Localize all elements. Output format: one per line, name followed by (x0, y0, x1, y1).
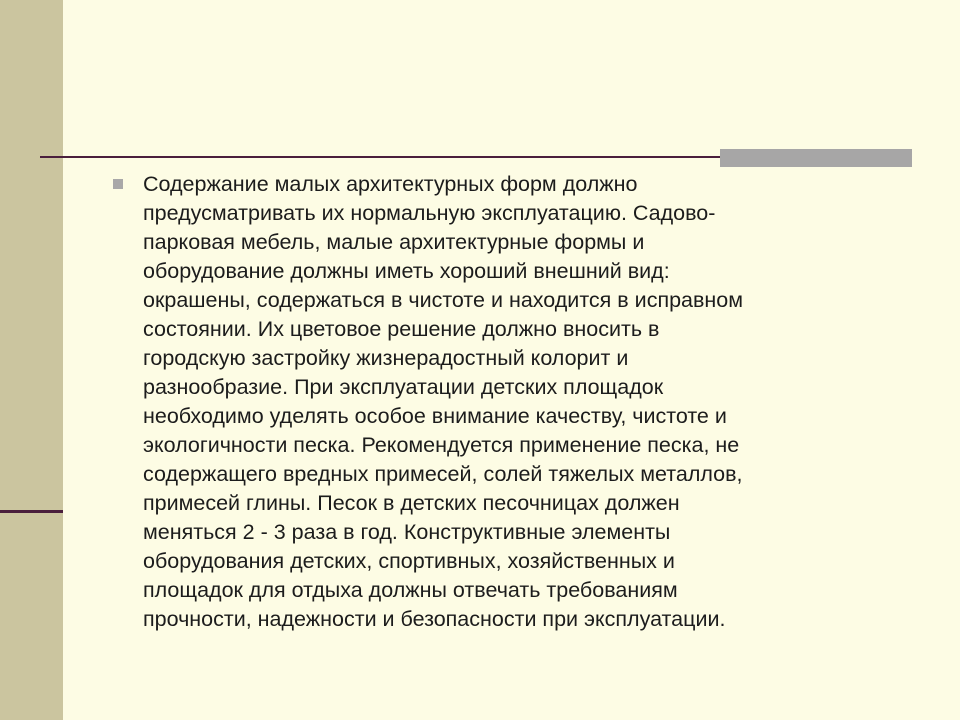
slide-body-text: Содержание малых архитектурных форм должно предусматривать их нормальную эксплуатацию. Садово- парковая мебель, малые архитектурные формы и оборудование должны иметь хороший внешний вид: окрашены, содержаться в чистоте и находится в исправном состоянии. Их цветовое решение должно вносить в городскую застройку жизнерадостный колорит и разнообразие. При эксплуатации детских площадок необходимо уделять особое внимание качеству, чистоте и экологичности песка. Рекомендуется применение песка, не содержащего вредных примесей, солей тяжелых металлов, примесей глины. Песок в детских песочницах должен меняться 2 - 3 раза в год. Конструктивные элементы оборудования детских, спортивных, хозяйственных и площадок для отдыха должны отвечать требованиям прочности, надежности и безопасности при эксплуатации. (143, 172, 744, 631)
left-band-divider (0, 510, 63, 513)
accent-bar (720, 149, 912, 167)
left-decorative-band (0, 0, 63, 720)
square-bullet-icon (113, 179, 123, 189)
